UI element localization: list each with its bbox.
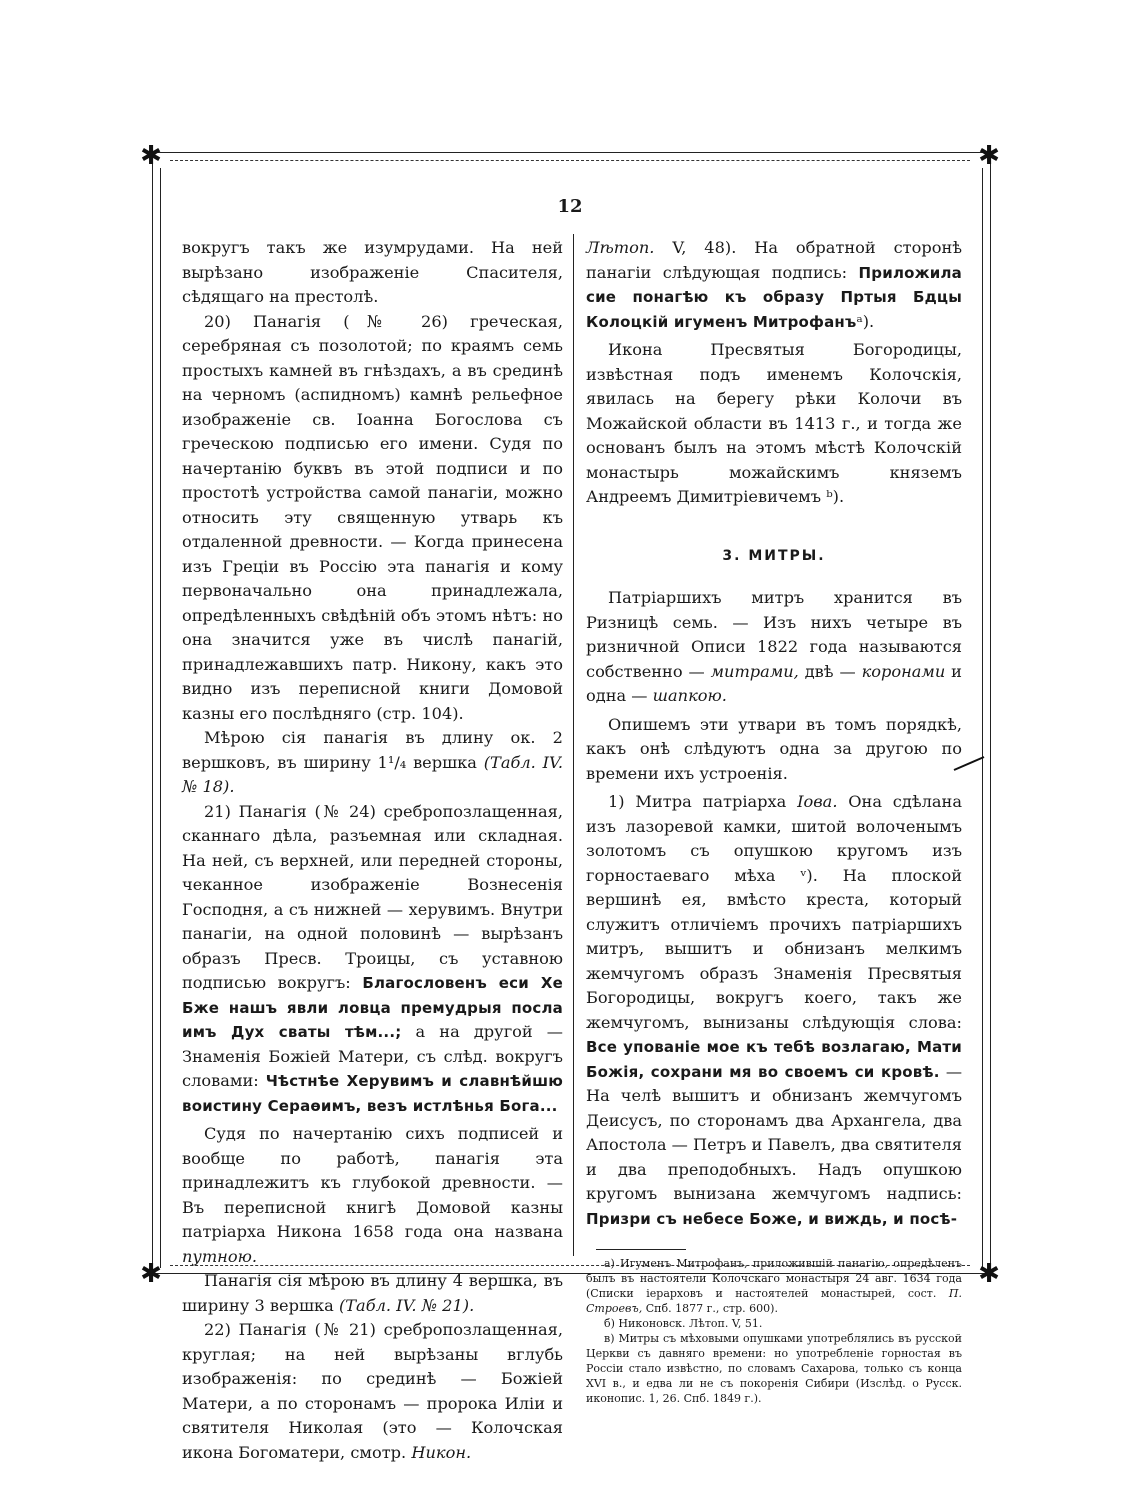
frame-right-inner-rule [982, 168, 983, 1268]
paragraph-item-21 [182, 800, 563, 1119]
left-column [182, 236, 563, 1465]
paragraph-text: Патріаршихъ митръ хранится въ Ризницѣ семь. — Изъ нихъ четыре въ ризничной Описи 1822 года называются собственно — [586, 588, 962, 681]
page-number: 12 [557, 196, 583, 217]
corner-ornament-icon: ✱ [978, 1259, 1000, 1289]
italic-term: шапкою. [652, 686, 727, 705]
paragraph [182, 1122, 563, 1269]
footnote-author: П. Строевъ, [586, 1287, 962, 1315]
italic-term: коронами [861, 661, 946, 681]
paragraph: вокругъ такъ же изумрудами. На ней вырѣзано изображеніе Спасителя, сѣдящаго на престолѣ. [182, 238, 563, 306]
plate-reference: (Табл. IV. № 18). [182, 752, 563, 796]
paragraph-text: V, 48). На обратной сторонѣ панагіи слѣдующая подпись: [586, 238, 962, 282]
paragraph-text: 1) Митра патріарха [608, 792, 787, 811]
italic-term: митрами, [710, 661, 799, 681]
footnote-ref: ᵃ). [856, 311, 875, 331]
frame-top-dash-rule [170, 160, 970, 161]
paragraph-item-1 [586, 790, 962, 1231]
paragraph [586, 586, 962, 709]
paragraph-text: — На челѣ вышитъ и обнизанъ жемчугомъ Деисусъ, по сторонамъ два Архангела, два Апостола — Петръ и Павелъ, два святителя и два преподобныхъ. Надъ опушкою кругомъ вынизана жемчугомъ надпись: [586, 1061, 962, 1203]
paragraph-dimensions [182, 1269, 563, 1318]
paragraph-item-22 [182, 1318, 563, 1465]
italic-source: Никон. [411, 1442, 472, 1462]
footnote-text: а) Игуменъ Митрофанъ, приложившій панагію, опредѣленъ былъ въ настоятели Колочскаго монастыря 24 авг. 1634 года (Списки іерарховъ и настоятелей монастырей, сост. [586, 1257, 962, 1300]
paragraph-text: и одна — [586, 661, 962, 705]
footnote-divider [596, 1249, 686, 1250]
slavonic-inscription: Благословенъ еси Хе Бже нашъ явли ловца премудрыя посла имъ Дух сваты тѣм...; [182, 974, 563, 1041]
paragraph: Икона Пресвятыя Богородицы, извѣстная подъ именемъ Колочскія, явилась на берегу рѣки Колочи въ Можайской области въ 1413 г., и тогда же основанъ былъ на этомъ мѣстѣ Колочскій монастырь можайскимъ княземъ Андреемъ Димитріевичемъ ᵇ). [586, 340, 962, 506]
paragraph-item-20: 20) Панагія (№ 26) греческая, серебряная съ позолотой; по краямъ семь простыхъ камней въ гнѣздахъ, а въ срединѣ на черномъ (аспидномъ) камнѣ рельефное изображеніе св. Іоанна Богослова съ греческою подписью его имени. Судя по начертанію буквъ въ этой подписи и по простотѣ устройства самой панагіи, можно относить эту священную утварь къ отдаленной древности. — Когда принесена изъ Греціи въ Россію эта панагія и кому первоначально она принадлежала, опредѣленныхъ свѣдѣній объ этомъ нѣтъ: но она значится уже въ числѣ панагій, принадлежавшихъ патр. Никону, какъ это видно изъ переписной книги Домовой казны его послѣдняго (стр. 104). [182, 311, 563, 723]
italic-name: Іова. [797, 792, 838, 811]
paragraph-dimensions [182, 726, 563, 800]
paragraph-text: Судя по начертанію сихъ подписей и вообще по работѣ, панагія эта принадлежитъ къ глубокой древности. — Въ переписной книгѣ Домовой казны патріарха Никона 1658 года она названа [182, 1124, 563, 1241]
slavonic-inscription: Чѣстнѣе Херувимъ и славнѣйшю воистину Сераѳимъ, везъ истлѣнья Бога... [182, 1072, 563, 1115]
corner-ornament-icon: ✱ [978, 141, 1000, 171]
paragraph-text: двѣ — [804, 661, 856, 681]
corner-ornament-icon: ✱ [140, 1259, 162, 1289]
frame-left-inner-rule [160, 168, 161, 1268]
italic-term: путною. [182, 1246, 257, 1266]
frame-left-rule [152, 157, 153, 1277]
pen-stroke-mark [952, 754, 986, 774]
footnote-text: Спб. 1877 г., стр. 600). [645, 1302, 778, 1315]
footnote-b: б) Никоновск. Лѣтоп. V, 51. [604, 1317, 763, 1330]
italic-source: Лѣтоп. [586, 238, 655, 257]
paragraph: Опишемъ эти утвари въ томъ порядкѣ, какъ онѣ слѣдуютъ одна за другою по времени ихъ устроенія. [586, 714, 962, 783]
frame-right-rule [990, 157, 991, 1277]
item-22-text: 22) Панагія (№ 21) сребропозлащенная, круглая; на ней вырѣзаны вглубь изображенія: по срединѣ — Божіей Матери, а по сторонамъ — пророка Иліи и святителя Николая (это — Колочская икона Богоматери, смотр. [182, 1320, 563, 1462]
slavonic-inscription: Призри съ небесе Боже, и виждь, и посѣ- [586, 1209, 958, 1228]
dimensions-text: Мѣрою сія панагія въ длину ок. 2 вершковъ, въ ширину 1¹/₄ вершка [182, 728, 563, 772]
slavonic-inscription: Приложила сие понагѣю къ образу Пртыя Бдцы Колоцкій игуменъ Митрофанъ [586, 263, 962, 331]
item-21-text: 21) Панагія (№ 24) сребропозлащенная, сканнаго дѣла, разъемная или складная. На ней, съ верхней, или передней стороны, чеканное изображеніе Вознесенія Господня, а съ нижней — херувимъ. Внутри панагіи, на одной половинѣ — вырѣзанъ образъ Пресв. Троицы, съ уставною подписью вокругъ: [182, 801, 563, 992]
column-divider [573, 234, 574, 1256]
dimensions-text: Панагія сія мѣрою въ длину 4 вершка, въ ширину 3 вершка [182, 1271, 563, 1315]
right-column [586, 236, 962, 1406]
footnote-a [586, 1256, 962, 1316]
corner-ornament-icon: ✱ [140, 141, 162, 171]
section-heading: 3. МИТРЫ. [722, 547, 826, 564]
plate-reference: (Табл. IV. № 21). [338, 1295, 475, 1315]
frame-top-rule [150, 152, 990, 153]
slavonic-inscription: Все упованіе мое къ тебѣ возлагаю, Мати Божія, сохрани мя во своемъ си кровѣ. [586, 1038, 962, 1081]
paragraph-text: Она сдѣлана изъ лазоревой камки, шитой волоченымъ золотомъ съ опушкою кругомъ изъ горностаеваго мѣха ᵛ). На плоской вершинѣ ея, вмѣсто креста, который служитъ отличіемъ прочихъ патріаршихъ митръ, вышитъ и обнизанъ мелкимъ жемчугомъ образъ Знаменія Пресвятыя Богородицы, вокругъ коего, такъ же жемчугомъ, вынизаны слѣдующія слова: [586, 792, 962, 1032]
footnote-v: в) Митры съ мѣховыми опушками употреблялись въ русской Церкви съ давняго времени: но употребленіе горностая въ Россіи стало извѣстно, по словамъ Сахарова, только съ конца XVI в., и едва ли не съ покоренія Сибири (Изслѣд. о Русск. иконопис. 1, 26. Спб. 1849 г.). [586, 1332, 962, 1405]
paragraph [586, 236, 962, 334]
item-21-text-cont: а на другой — Знаменія Божіей Матери, съ слѣд. вокругъ словами: [182, 1022, 563, 1090]
